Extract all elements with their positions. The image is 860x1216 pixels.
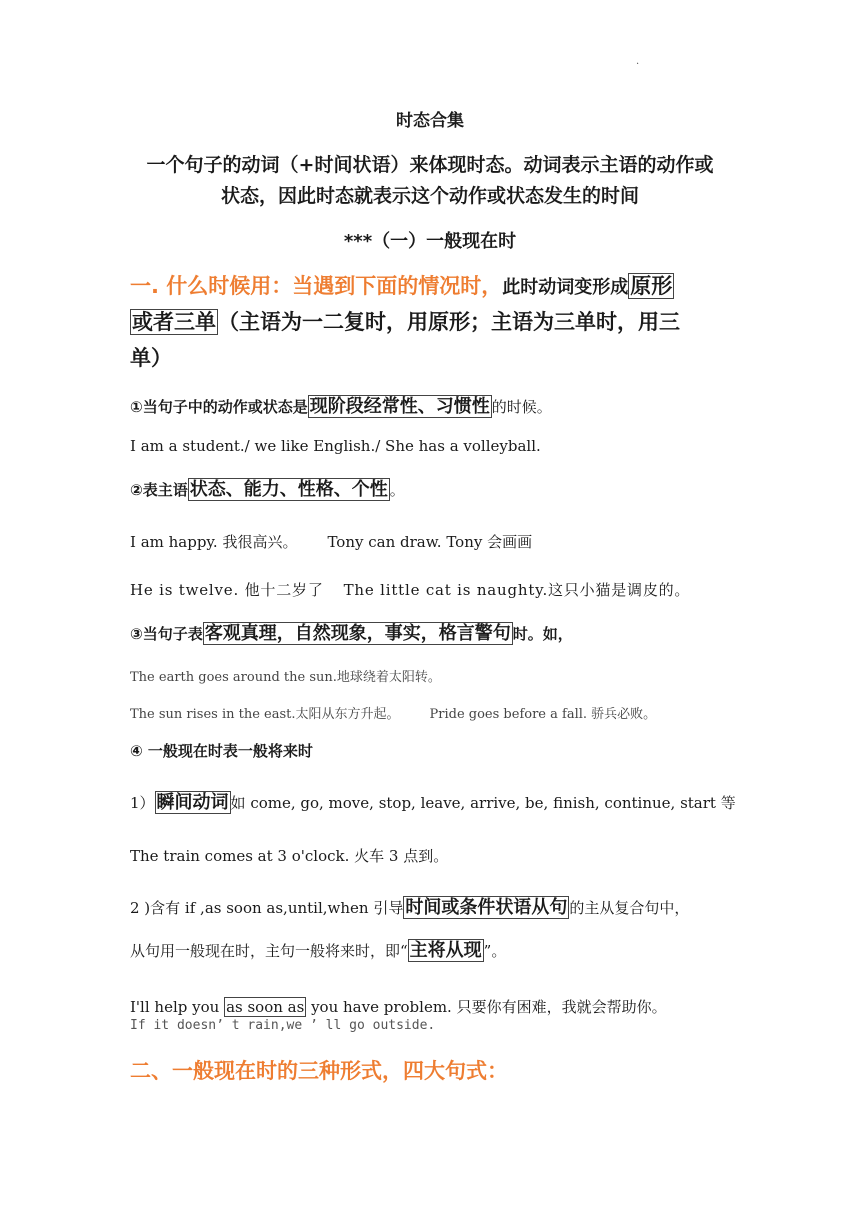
- point-4-2: [130, 893, 689, 919]
- point-4-1: [130, 788, 736, 814]
- point-4-2b-post: ”。: [483, 942, 507, 960]
- point-4-1-pre: 1）: [130, 794, 155, 812]
- point-2-example-2a: He is twelve. 他十二岁了: [130, 581, 324, 599]
- intro-line-2: 状态，因此时态就表示这个动作或状态发生的时间: [220, 185, 639, 207]
- point-2-example-2b: The little cat is naughty.这只小猫是调皮的。: [343, 581, 691, 599]
- heading-1-line-2: [130, 306, 680, 336]
- point-4-2-box: 时间或条件状语从句: [405, 897, 568, 918]
- heading-1-box-a: 原形: [630, 274, 673, 298]
- corner-mark: .: [636, 56, 640, 67]
- point-2-box: 状态、能力、性格、个性: [189, 479, 388, 500]
- point-1-pre: ①当句子中的动作或状态是: [130, 398, 308, 416]
- point-2-example-2: [130, 579, 690, 600]
- point-4: ④ 一般现在时表一般将来时: [130, 742, 313, 760]
- point-1-box: 现阶段经常性、习惯性: [309, 396, 490, 417]
- point-2-post: 。: [389, 481, 405, 499]
- point-4-2-example: [130, 996, 667, 1017]
- section-heading: ***（一）一般现在时: [343, 231, 517, 252]
- point-4-2-ex-pre: I'll help you: [130, 998, 225, 1016]
- point-1: [130, 392, 552, 418]
- point-4-1-post: 如 come, go, move, stop, leave, arrive, be, finish, continue, start 等: [230, 794, 736, 812]
- point-4-2-ex-post: you have problem. 只要你有困难，我就会帮助你。: [306, 998, 667, 1016]
- point-4-1-example: The train comes at 3 o'clock. 火车 3 点到。: [130, 847, 449, 865]
- point-1-example: I am a student./ we like English./ She has a volleyball.: [130, 437, 541, 455]
- point-2-example-1a: I am happy. 我很高兴。: [130, 533, 298, 551]
- point-4-1-box: 瞬间动词: [156, 792, 229, 813]
- point-3-example-2: [130, 703, 656, 722]
- point-3-example-1: The earth goes around the sun.地球绕着太阳转。: [130, 670, 441, 685]
- heading-1-orange: 一. 什么时候用：当遇到下面的情况时，: [130, 274, 503, 298]
- point-1-post: 的时候。: [491, 398, 552, 416]
- point-2-example-1b: Tony can draw. Tony 会画画: [327, 533, 533, 551]
- doc-title: 时态合集: [396, 111, 464, 131]
- point-2-example-1: [130, 531, 532, 552]
- point-4-2-pre: 2 )含有 if ,as soon as,until,when 引导: [130, 899, 404, 917]
- heading-1-box-b: 或者三单: [132, 310, 216, 334]
- point-4-2-line-2: [130, 936, 506, 962]
- point-3-post: 时。如，: [512, 625, 573, 643]
- point-4-2-example-2: If it doesn’ t rain,we ’ ll go outside.: [130, 1018, 436, 1033]
- heading-1-rest: （主语为一二复时，用原形；主语为三单时，用三: [218, 310, 680, 334]
- point-2: [130, 475, 405, 501]
- point-3: [130, 619, 573, 645]
- heading-1-line-3: 单）: [130, 346, 172, 370]
- heading-1-black: 此时动词变形成: [502, 277, 629, 298]
- point-3-example-2b: Pride goes before a fall. 骄兵必败。: [429, 707, 657, 722]
- point-4-2b-pre: 从句用一般现在时，主句一般将来时，即“: [130, 942, 408, 960]
- point-4-2-ex-box: as soon as: [226, 998, 305, 1016]
- point-2-pre: ②表主语: [130, 481, 188, 499]
- point-4-2b-box: 主将从现: [409, 940, 482, 961]
- point-3-box: 客观真理，自然现象，事实，格言警句: [204, 623, 511, 644]
- point-3-pre: ③当句子表: [130, 625, 203, 643]
- intro-line-1: 一个句子的动词（+时间状语）来体现时态。动词表示主语的动作或: [146, 154, 714, 176]
- point-3-example-2a: The sun rises in the east.太阳从东方升起。: [130, 707, 400, 722]
- heading-2: 二、一般现在时的三种形式，四大句式：: [130, 1059, 508, 1083]
- heading-1: [130, 270, 674, 300]
- point-4-2-post: 的主从复合句中，: [569, 899, 690, 917]
